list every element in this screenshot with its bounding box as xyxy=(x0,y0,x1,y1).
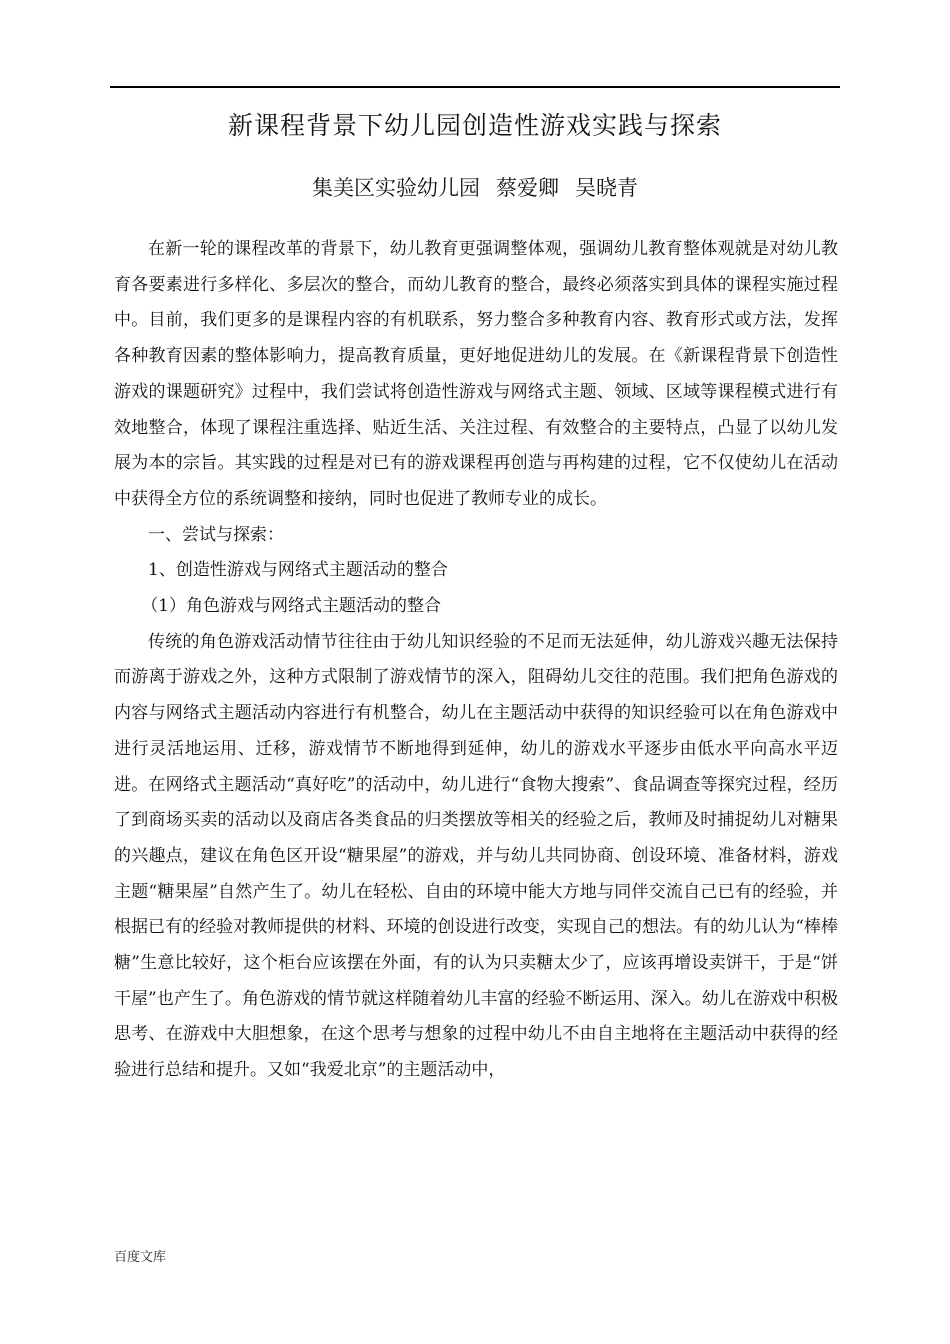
author-name: 吴晓青 xyxy=(575,176,638,200)
paragraph-body: 传统的角色游戏活动情节往往由于幼儿知识经验的不足而无法延伸，幼儿游戏兴趣无法保持而游离于游戏之外，这种方式限制了游戏情节的深入，阻碍幼儿交往的范围。我们把角色游戏的内容与网络式主题活动内容进行有机整合，幼儿在主题活动中获得的知识经验可以在角色游戏中进行灵活地运用、迁移，游戏情节不断地得到延伸，幼儿的游戏水平逐步由低水平向高水平迈进。在网络式主题活动“真好吃”的活动中，幼儿进行“食物大搜索”、食品调查等探究过程，经历了到商场买卖的活动以及商店各类食品的归类摆放等相关的经验之后，教师及时捕捉幼儿对糖果的兴趣点，建议在角色区开设“糖果屋”的游戏，并与幼儿共同协商、创设环境、准备材料，游戏主题“糖果屋”自然产生了。幼儿在轻松、自由的环境中能大方地与同伴交流自己已有的经验，并根据已有的经验对教师提供的材料、环境的创设进行改变，实现自己的想法。有的幼儿认为“棒棒糖”生意比较好，这个柜台应该摆在外面，有的认为只卖糖太少了，应该再增设卖饼干，于是“饼干屋”也产生了。角色游戏的情节就这样随着幼儿丰富的经验不断运用、深入。幼儿在游戏中积极思考、在游戏中大胆想象，在这个思考与想象的过程中幼儿不由自主地将在主题活动中获得的经验进行总结和提升。又如“我爱北京”的主题活动中， xyxy=(114,631,838,1081)
footer-label: 百度文库 xyxy=(114,1250,167,1265)
subsection-heading: 1、创造性游戏与网络式主题活动的整合 xyxy=(148,560,448,581)
author-name: 蔡爱卿 xyxy=(496,176,559,200)
paragraph-intro: 在新一轮的课程改革的背景下，幼儿教育更强调整体观，强调幼儿教育整体观就是对幼儿教育各要素进行多样化、多层次的整合，而幼儿教育的整合，最终必须落实到具体的课程实施过程中。目前，我们更多的是课程内容的有机联系，努力整合多种教育内容、教育形式或方法，发挥各种教育因素的整体影响力，提高教育质量，更好地促进幼儿的发展。在《新课程背景下创造性游戏的课题研究》过程中，我们尝试将创造性游戏与网络式主题、领域、区域等课程模式进行有效地整合，体现了课程注重选择、贴近生活、关注过程、有效整合的主要特点，凸显了以幼儿发展为本的宗旨。其实践的过程是对已有的游戏课程再创造与再构建的过程，它不仅使幼儿在活动中获得全方位的系统调整和接纳，同时也促进了教师专业的成长。 xyxy=(114,239,838,509)
subsubsection-heading: （1）角色游戏与网络式主题活动的整合 xyxy=(141,596,442,617)
header-rule xyxy=(110,86,840,88)
section-heading: 一、尝试与探索： xyxy=(148,524,284,545)
byline xyxy=(110,170,840,206)
institution: 集美区实验幼儿园 xyxy=(312,176,480,200)
body-text xyxy=(114,232,838,1089)
page-title: 新课程背景下幼儿园创造性游戏实践与探索 xyxy=(227,111,722,140)
